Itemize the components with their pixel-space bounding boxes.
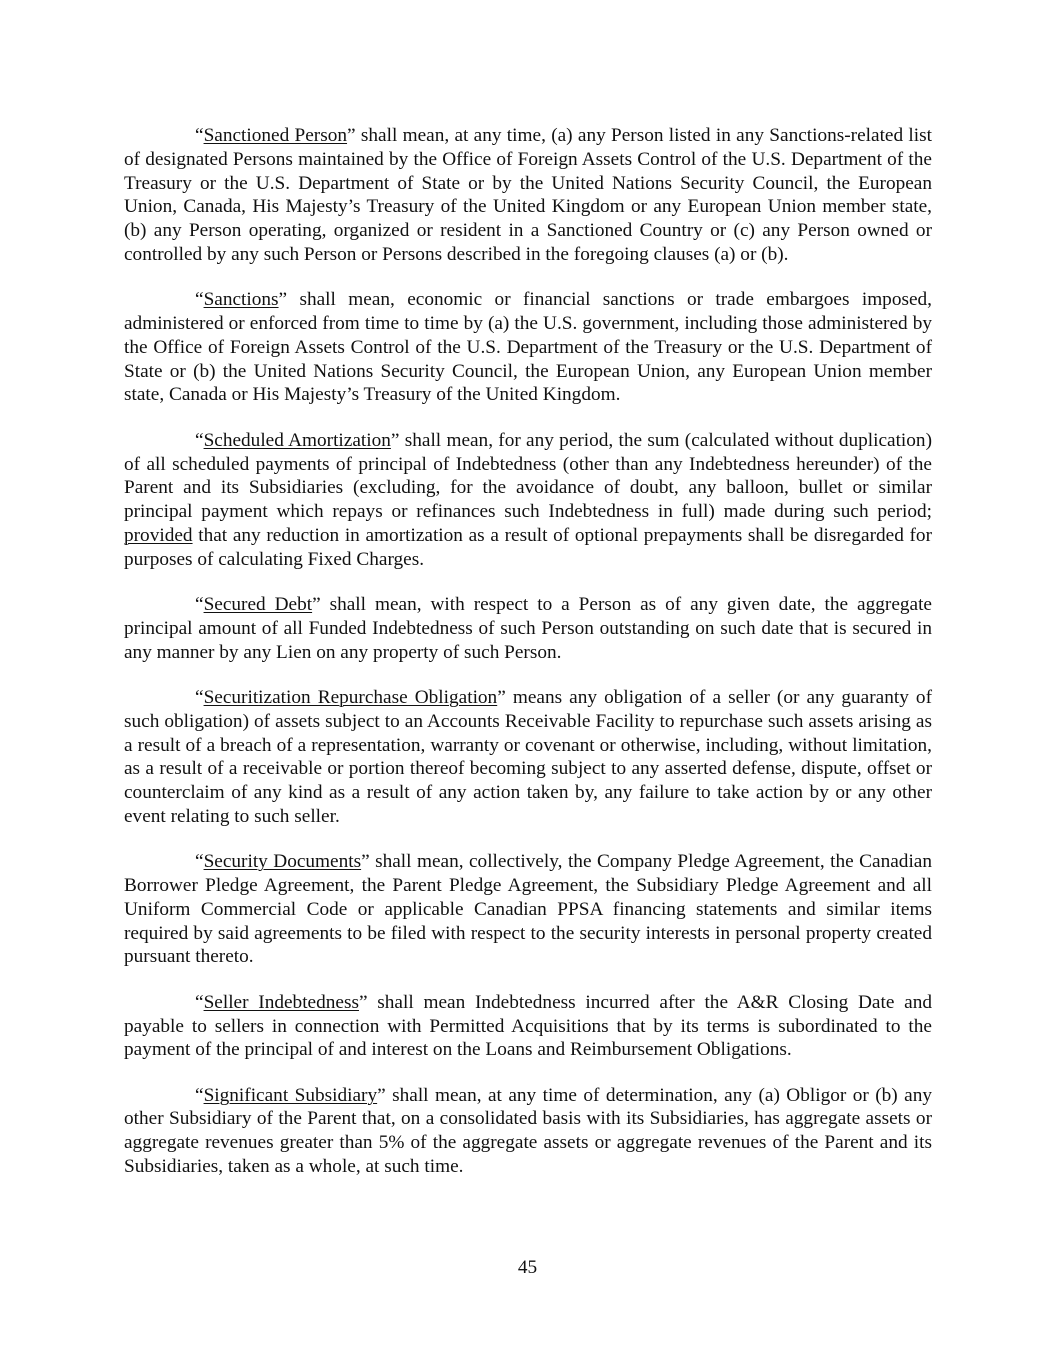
definition-text-continued: that any reduction in amortization as a result of optional prepayments shall be disregarded for purposes of calculating Fixed Charges.: [124, 524, 932, 570]
definition-significant-subsidiary: [124, 1084, 932, 1179]
definition-text: shall mean, for any period, the sum (calculated without duplication) of all scheduled payments of principal of Indebtedness (other than any Indebtedness hereunder) of the Parent and its Subsidiaries (excluding, for the avoidance of doubt, any balloon, bullet or similar principal payment which repays or refinances such Indebtedness in full) made during such period;: [124, 429, 932, 523]
definition-secured-debt: [124, 593, 932, 664]
close-quote: ”: [358, 991, 368, 1013]
defined-term: Securitization Repurchase Obligation: [203, 686, 498, 708]
defined-term: Secured Debt: [203, 594, 313, 616]
definition-text: shall mean Indebtedness incurred after the A&R Closing Date and payable to sellers in connection with Permitted Acquisitions that by its terms is subordinated to the payment of the principal of and interest on the Loans and Reimbursement Obligations.: [124, 991, 932, 1061]
definition-text: shall mean, collectively, the Company Pledge Agreement, the Canadian Borrower Pledge Agreement, the Parent Pledge Agreement, the Subsidiary Pledge Agreement and all Uniform Commercial Code or applicable Canadian PPSA financing statements and similar items required by said agreements to be filed with respect to the security interests in personal property created pursuant thereto.: [124, 851, 932, 968]
definition-text: shall mean, at any time, (a) any Person listed in any Sanctions-related list of designated Persons maintained by the Office of Foreign Assets Control of the U.S. Department of the Treasury or the U.S. Department of State or by the United Nations Security Council, the European Union, Canada, His Majesty’s Treasury of the United Kingdom or any European Union member state, (b) any Person operating, organized or resident in a Sanctioned Country or (c) any Person owned or controlled by any such Person or Persons described in the foregoing clauses (a) or (b).: [124, 125, 933, 265]
document-body: [124, 124, 932, 1200]
open-quote: “: [195, 429, 204, 451]
close-quote: ”: [361, 851, 370, 873]
close-quote: ”: [377, 1084, 386, 1106]
definition-security-documents: [124, 850, 932, 969]
defined-term: Significant Subsidiary: [203, 1084, 378, 1106]
defined-term: Seller Indebtedness: [203, 991, 359, 1013]
proviso-word: provided: [124, 524, 193, 546]
close-quote: ”: [278, 289, 288, 311]
definition-text: shall mean, economic or financial sanctions or trade embargoes imposed, administered or enforced from time to time by (a) the U.S. government, including those administered by the Office of Foreign Assets Control of the U.S. Department of the Treasury or the U.S. Department of State or (b) the United Nations Security Council, the European Union, any European Union member state, Canada or His Majesty’s Treasury of the United Kingdom.: [124, 289, 932, 406]
close-quote: ”: [497, 686, 506, 708]
definition-sanctions: [124, 288, 932, 407]
definition-seller-indebtedness: [124, 991, 932, 1062]
open-quote: “: [195, 686, 204, 708]
open-quote: “: [195, 851, 204, 873]
definition-securitization-repurchase-obligation: [124, 686, 932, 829]
definition-sanctioned-person: [124, 124, 932, 267]
open-quote: “: [195, 125, 204, 146]
defined-term: Security Documents: [203, 851, 362, 873]
page-number: 45: [517, 1257, 538, 1278]
open-quote: “: [195, 1084, 204, 1106]
defined-term: Scheduled Amortization: [203, 429, 391, 451]
definition-scheduled-amortization: [124, 429, 932, 572]
close-quote: ”: [347, 125, 356, 146]
defined-term: Sanctioned Person: [203, 125, 348, 146]
definition-text: means any obligation of a seller (or any guaranty of such obligation) of assets subject to an Accounts Receivable Facility to repurchase such assets arising as a result of a breach of a representation, warranty or covenant or otherwise, including, without limitation, as a result of a receivable or portion thereof becoming subject to any asserted defense, dispute, offset or counterclaim of any kind as a result of any action taken by, any failure to take action by or any other event relating to such seller.: [124, 686, 932, 827]
definition-text: shall mean, at any time of determination, any (a) Obligor or (b) any other Subsidiary of the Parent that, on a consolidated basis with its Subsidiaries, has aggregate assets or aggregate revenues greater than 5% of the aggregate assets or aggregate revenues of the Parent and its Subsidiaries, taken as a whole, at such time.: [124, 1084, 932, 1177]
close-quote: ”: [390, 429, 400, 451]
definition-text: shall mean, with respect to a Person as of any given date, the aggregate principal amount of all Funded Indebtedness of such Person outstanding on such date that is secured in any manner by any Lien on any property of such Person.: [124, 594, 932, 663]
defined-term: Sanctions: [203, 289, 279, 311]
open-quote: “: [195, 991, 204, 1013]
open-quote: “: [195, 289, 204, 311]
close-quote: ”: [312, 594, 321, 616]
open-quote: “: [195, 594, 204, 616]
